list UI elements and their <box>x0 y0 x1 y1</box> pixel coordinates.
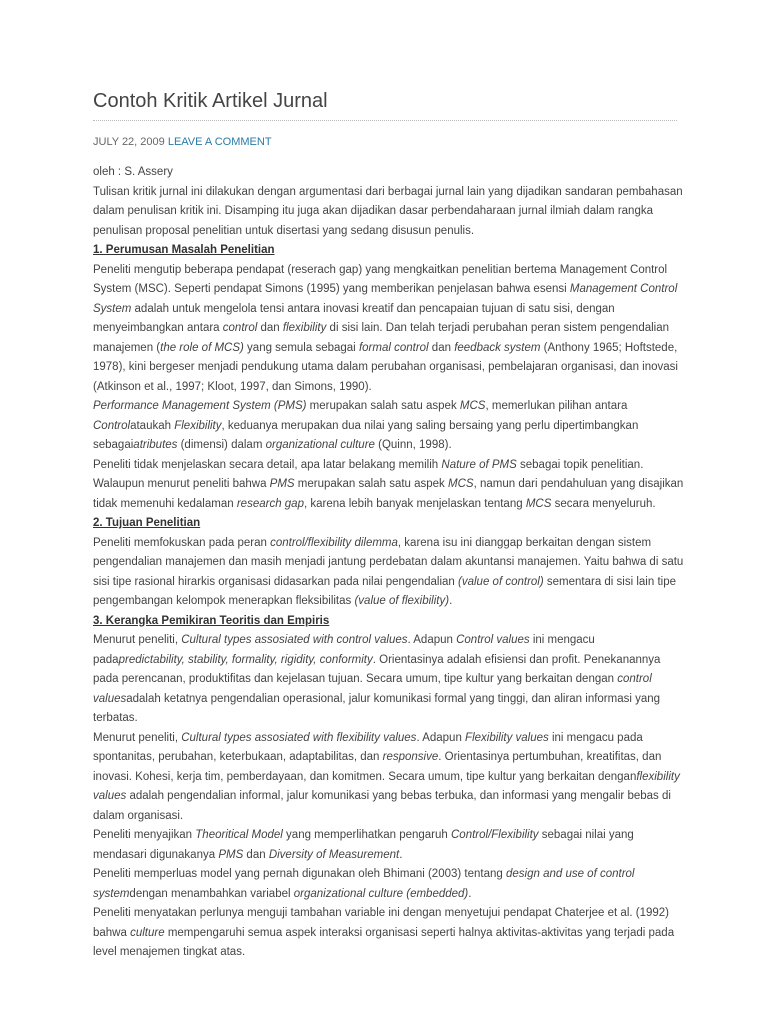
italic-text: responsive <box>382 751 439 763</box>
text: Peneliti memfokuskan pada peran <box>93 536 271 549</box>
text: , karena isu ini dianggap berkaitan dengan sistem pengendalian manajemen dan masih menjadi jantung perdebatan dalam akuntansi manajemen. Yaitu bahwa di satu sisi tipe rasional hirarkis organisasi didasarkan pada nilai pengendalian <box>93 536 684 588</box>
italic-text: flexibility <box>282 322 327 334</box>
italic-text: the role of MCS) <box>160 341 244 354</box>
paragraph <box>93 397 685 456</box>
italic-text: design and use of control system <box>93 868 635 900</box>
italic-text: MCS <box>448 478 474 490</box>
italic-text: Theoritical Model <box>195 829 283 841</box>
italic-text: Flexibility values <box>465 731 549 744</box>
text: sebagai topik penelitian. <box>516 458 644 471</box>
text: (Anthony 1965; Hoftstede, 1978), kini bergeser menjadi pendukung utama dalam perubahan organisasi, pembelajaran organisasi, dan inovasi (Atkinson et al., 1997; Kloot, 1997, dan Simons, 1990). <box>93 341 678 393</box>
italic-text: Cultural types assosiated with control values <box>181 634 408 646</box>
text: dan <box>257 322 283 334</box>
text: (Quinn, 1998). <box>374 439 452 451</box>
text: (dimensi) dalam <box>177 439 266 451</box>
italic-text: Cultural types assosiated with flexibility values <box>181 731 417 744</box>
text: , namun dari pendahuluan yang disajikan tidak memenuhi kedalaman <box>93 478 684 510</box>
paragraph <box>93 475 685 514</box>
italic-text: flexibility values <box>93 770 680 802</box>
italic-text: MCS <box>459 400 486 412</box>
leave-comment-link[interactable]: LEAVE A COMMENT <box>167 136 272 148</box>
text: dan <box>243 848 269 861</box>
author-line <box>93 163 685 183</box>
paragraph <box>93 261 685 398</box>
text: mempengaruhi semua aspek interaksi organisasi seperti halnya aktivitas-aktivitas yang terjadi pada level menajemen tingkat atas. <box>93 926 675 958</box>
text: di sisi lain. Dan telah terjadi perubahan peran sistem pengendalian manajemen ( <box>93 322 670 354</box>
italic-text: Management Control System <box>93 283 678 315</box>
text: Peneliti menyatakan perlunya menguji tambahan variable ini dengan menyetujui pendapat Chaterjee et al. (1992) bahwa <box>93 907 670 939</box>
text: Peneliti mengutip beberapa pendapat (reserach gap) yang mengkaitkan penelitian bertema Management Control System (MSC). Seperti pendapat Simons (1995) yang memberikan penjelasan bahwa esensi <box>93 263 668 295</box>
text: . <box>449 595 453 607</box>
section-heading <box>93 612 685 632</box>
italic-text: culture <box>130 926 165 939</box>
text: . Orientasinya pertumbuhan, kreatifitas, dan inovasi. Kohesi, kerja tim, pemberdayaan, dan komitmen. Secara umum, tipe kultur yang berkaitan dengan <box>93 751 662 783</box>
text: , memerlukan pilihan antara <box>485 400 628 412</box>
post-date: JULY 22, 2009 <box>93 136 165 148</box>
italic-text: Flexibility <box>174 419 222 432</box>
text: adalah pengendalian informal, jalur komunikasi yang bebas terbuka, dan informasi yang mengalir bebas di dalam organisasi. <box>93 790 671 822</box>
italic-text: feedback system <box>454 341 541 354</box>
italic-text: Diversity of Measurement <box>268 848 400 861</box>
paragraph <box>93 456 685 476</box>
page-title: Contoh Kritik Artikel Jurnal <box>93 90 328 112</box>
article-body <box>93 163 685 963</box>
text: secara menyeluruh. <box>551 497 656 510</box>
italic-text: organizational culture (embedded) <box>293 887 469 900</box>
section-heading <box>93 514 685 534</box>
text: sebagai nilai yang mendasari digunakanya <box>93 829 634 861</box>
italic-text: control <box>222 322 258 334</box>
text: , karena lebih banyak menjelaskan tentang <box>303 497 526 510</box>
italic-text: MCS <box>525 497 552 510</box>
text: ini mengacu pada spontanitas, perubahan, keterbukaan, adaptabilitas, dan <box>93 731 643 763</box>
text: atau <box>130 419 153 432</box>
text: Walaupun menurut peneliti bahwa <box>93 478 270 490</box>
text: Peneliti tidak menjelaskan secara detail, apa latar belakang memilih <box>93 458 442 471</box>
italic-text: Nature of PMS <box>441 458 517 471</box>
paragraph <box>93 183 685 242</box>
text: Peneliti menyajikan <box>93 829 196 841</box>
text: . Adapun <box>416 731 466 744</box>
title-divider <box>93 120 677 121</box>
italic-text: Performance Management System (PMS) <box>93 400 307 412</box>
italic-text: (value of control) <box>458 575 544 588</box>
paragraph <box>93 904 685 963</box>
italic-text: organizational culture <box>265 439 375 451</box>
text: 3. Kerangka Pemikiran Teoritis dan Empiris <box>93 614 330 627</box>
paragraph <box>93 534 685 612</box>
text: Tulisan kritik jurnal ini dilakukan dengan argumentasi dari berbagai jurnal lain yang dijadikan sandaran pembahasan dalam penulisan kritik ini. Disamping itu juga akan dijadikan dasar perbendaharaan jurnal ilmiah dalam rangka penulisan proposal penelitian untuk disertasi yang sedang disusun penulis. <box>93 185 683 237</box>
text: 2. Tujuan Penelitian <box>93 517 201 529</box>
text: oleh : S. Assery <box>93 166 173 178</box>
italic-text: Control/Flexibility <box>451 829 539 841</box>
text: . Orientasinya adalah efisiensi dan profit. Penekanannya pada perencanan, produktifitas dan kejelasan tujuan. Secara umum, tipe kultur yang berkaitan dengan <box>93 653 661 685</box>
text: merupakan salah satu aspek <box>294 478 449 490</box>
post-meta <box>93 136 272 148</box>
italic-text: formal control <box>358 341 429 354</box>
text: dan <box>428 341 455 354</box>
text: . <box>399 848 403 861</box>
text: . Adapun <box>407 634 457 646</box>
italic-text: control values <box>93 673 652 705</box>
paragraph <box>93 631 685 729</box>
italic-text: PMS <box>269 478 295 490</box>
italic-text: Control values <box>456 634 530 646</box>
section-heading <box>93 241 685 261</box>
paragraph <box>93 865 685 904</box>
text: ini mengacu pada <box>93 634 595 666</box>
paragraph <box>93 826 685 865</box>
italic-text: control/flexibility dilemma <box>270 536 398 549</box>
text: yang memperlihatkan pengaruh <box>282 829 451 841</box>
text: Menurut peneliti, <box>93 634 182 646</box>
text: dengan menambahkan variabel <box>129 887 294 900</box>
text: Peneliti memperluas model yang pernah digunakan oleh Bhimani (2003) tentang <box>93 868 506 880</box>
italic-text: atributes <box>133 439 178 451</box>
text: adalah ketatnya pengendalian operasional, jalur komunikasi formal yang tinggi, dan aliran informasi yang terbatas. <box>93 692 661 724</box>
italic-text: PMS <box>218 848 244 861</box>
paragraph <box>93 729 685 827</box>
italic-text: research gap <box>236 497 304 510</box>
text: kah <box>152 419 175 432</box>
text: , keduanya merupakan dua nilai yang saling bersaing yang perlu dipertimbangkan sebagai <box>93 419 639 451</box>
text: adalah untuk mengelola tensi antara inovasi kreatif dan pencapaian tujuan di satu sisi, dengan menyeimbangkan antara <box>93 302 615 334</box>
italic-text: predictability, stability, formality, rigidity, conformity <box>118 653 373 666</box>
text: sementara di sisi lain tipe pengembangan kelompok menerapkan fleksibilitas <box>93 575 676 607</box>
text: . <box>468 887 472 900</box>
text: 1. Perumusan Masalah Penelitian <box>93 244 275 256</box>
italic-text: (value of flexibility) <box>354 595 450 607</box>
text: merupakan salah satu aspek <box>306 400 460 412</box>
text: yang semula sebagai <box>243 341 359 354</box>
text: Menurut peneliti, <box>93 731 182 744</box>
italic-text: Control <box>93 419 131 432</box>
